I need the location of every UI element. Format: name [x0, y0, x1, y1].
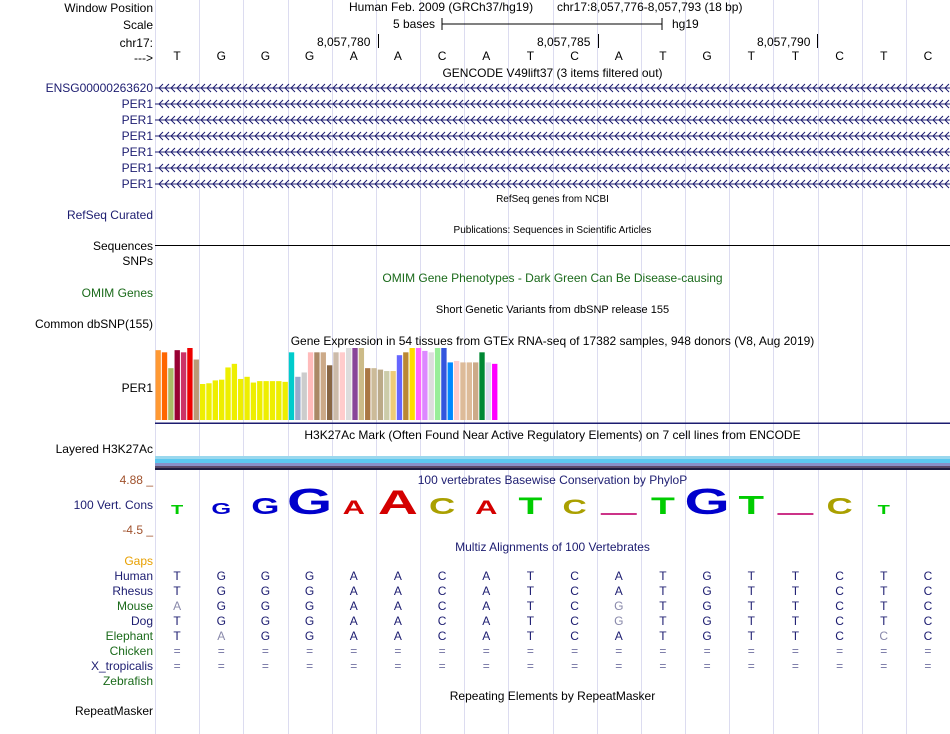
alignment-base: C — [923, 629, 933, 643]
alignment-base: A — [349, 599, 358, 613]
alignment-base: T — [791, 629, 800, 643]
alignment-base: C — [570, 614, 579, 628]
gtex-tissue-bar[interactable] — [473, 362, 478, 420]
gencode-gene-label[interactable]: PER1 — [121, 145, 153, 159]
gtex-tissue-bar[interactable] — [194, 360, 199, 420]
alignment-base: A — [614, 629, 623, 643]
alignment-base: = — [261, 659, 269, 673]
gencode-gene-label[interactable]: PER1 — [121, 129, 153, 143]
conservation-logo-base: T — [650, 492, 675, 518]
conservation-logo-base: C — [826, 494, 853, 518]
gtex-tissue-bar[interactable] — [219, 380, 224, 420]
alignment-base: G — [614, 614, 624, 628]
alignment-base: T — [659, 584, 667, 598]
alignment-base: G — [702, 569, 712, 583]
omim-label[interactable]: OMIM Genes — [81, 286, 153, 300]
gtex-tissue-bar[interactable] — [283, 382, 288, 420]
alignment-base: G — [702, 614, 712, 628]
alignment-base: G — [304, 569, 315, 583]
alignment-base: A — [349, 584, 358, 598]
alignment-base: A — [614, 569, 623, 583]
scale-db: hg19 — [672, 17, 699, 31]
alignment-base: = — [482, 644, 490, 658]
gencode-gene-label[interactable]: PER1 — [121, 177, 153, 191]
gene-model-arrow-line[interactable] — [155, 82, 950, 94]
alignment-base: = — [703, 659, 711, 673]
gtex-tissue-bar[interactable] — [289, 352, 294, 420]
gtex-tissue-bar[interactable] — [263, 381, 268, 420]
alignment-base: A — [482, 614, 491, 628]
alignment-base: = — [394, 644, 402, 658]
gtex-tissue-bar[interactable] — [467, 362, 472, 420]
alignment-base: G — [304, 599, 315, 613]
chrom-label: chr17: — [119, 36, 153, 50]
alignment-base: A — [482, 629, 491, 643]
gtex-tissue-bar[interactable] — [397, 355, 402, 420]
gtex-tissue-bar[interactable] — [422, 351, 427, 420]
publications-title: Publications: Sequences in Scientific Articles — [453, 225, 652, 236]
snps-label[interactable]: SNPs — [122, 254, 153, 268]
gtex-tissue-bar[interactable] — [206, 383, 211, 420]
alignment-base: = — [836, 644, 844, 658]
alignment-base: = — [747, 659, 755, 673]
alignment-base: G — [216, 584, 226, 598]
alignment-base: G — [260, 569, 271, 583]
cons-max-label: 4.88 _ — [119, 473, 153, 487]
gtex-title: Gene Expression in 54 tissues from GTEx RNA-seq of 17382 samples, 948 donors (V8, Aug 2019) — [290, 334, 815, 348]
alignment-base: T — [791, 584, 800, 598]
alignment-base: = — [482, 659, 490, 673]
alignment-base: T — [173, 614, 181, 628]
position-coords: chr17:8,057,776-8,057,793 (18 bp) — [557, 0, 743, 14]
alignment-base: = — [571, 659, 579, 673]
conservation-logo-base: C — [428, 494, 456, 518]
gencode-gene-label[interactable]: PER1 — [121, 113, 153, 127]
alignment-base: = — [924, 644, 932, 658]
alignment-base: A — [393, 599, 402, 613]
alignment-base: A — [393, 629, 402, 643]
alignment-base: = — [791, 644, 799, 658]
gtex-tissue-bar[interactable] — [479, 352, 484, 420]
alignment-base: G — [702, 599, 712, 613]
alignment-base: = — [526, 659, 534, 673]
tick-label-1: 8,057,780 — [317, 35, 371, 49]
gtex-tissue-bar[interactable] — [403, 352, 408, 420]
gencode-gene-label[interactable]: PER1 — [121, 161, 153, 175]
alignment-base: = — [438, 644, 446, 658]
alignment-base: = — [350, 644, 358, 658]
alignment-base: T — [880, 599, 888, 613]
gene-model-arrow-line[interactable] — [155, 178, 950, 190]
gtex-tissue-bar[interactable] — [454, 361, 459, 420]
alignment-base: = — [173, 659, 181, 673]
conservation-logo-base: G — [286, 486, 333, 518]
gene-model-arrow-line[interactable] — [155, 146, 950, 158]
alignment-base: = — [306, 659, 314, 673]
gtex-tissue-bar[interactable] — [340, 352, 345, 420]
gtex-bar-chart[interactable] — [155, 348, 950, 424]
alignment-base: = — [350, 659, 358, 673]
gene-model-arrow-line[interactable] — [155, 98, 950, 110]
gtex-tissue-bar[interactable] — [187, 348, 192, 420]
alignment-base: G — [216, 599, 226, 613]
alignment-base: = — [791, 659, 799, 673]
dbsnp-title: Short Genetic Variants from dbSNP release 155 — [435, 304, 670, 316]
gencode-gene-label[interactable]: PER1 — [121, 97, 153, 111]
sequence-base: T — [659, 49, 667, 63]
gtex-tissue-bar[interactable] — [200, 384, 205, 420]
alignment-base: C — [879, 629, 889, 643]
gtex-tissue-bar[interactable] — [295, 377, 300, 420]
alignment-base: G — [702, 629, 712, 643]
gtex-tissue-bar[interactable] — [270, 381, 275, 420]
alignment-base: A — [482, 569, 491, 583]
alignment-base: T — [526, 584, 535, 598]
alignment-base: T — [173, 584, 181, 598]
alignment-base: C — [437, 584, 447, 598]
conservation-logo-base: C — [562, 495, 587, 518]
alignment-base: = — [836, 659, 844, 673]
sequence-base: A — [393, 49, 402, 63]
alignment-base: = — [217, 644, 225, 658]
alignment-base: A — [393, 584, 402, 598]
tick-mark-2 — [598, 34, 599, 48]
gtex-tissue-bar[interactable] — [308, 352, 313, 420]
alignment-base: C — [835, 569, 844, 583]
alignment-base: C — [835, 599, 844, 613]
alignment-base: = — [880, 644, 888, 658]
alignment-base: T — [526, 569, 535, 583]
sequence-base: G — [260, 49, 271, 63]
alignment-base: A — [217, 629, 226, 643]
dbsnp-label[interactable]: Common dbSNP(155) — [34, 317, 153, 331]
alignment-base: C — [923, 614, 933, 628]
alignment-base: G — [216, 569, 226, 583]
alignment-base: C — [437, 599, 447, 613]
scale-label: Scale — [122, 18, 153, 32]
species-label[interactable]: Rhesus — [112, 584, 153, 598]
species-label[interactable]: Zebrafish — [102, 674, 153, 688]
alignment-base: T — [880, 584, 888, 598]
assembly-text: Human Feb. 2009 (GRCh37/hg19) — [349, 0, 534, 14]
alignment-base: = — [526, 644, 534, 658]
gtex-tissue-bar[interactable] — [156, 350, 161, 420]
gtex-tissue-bar[interactable] — [251, 383, 256, 420]
alignment-base: C — [570, 584, 579, 598]
sequence-base: T — [747, 49, 755, 63]
gaps-label[interactable]: Gaps — [124, 554, 153, 568]
conservation-logo-base: G — [251, 494, 280, 518]
conservation-logo-base: T — [738, 490, 765, 518]
gtex-tissue-bar[interactable] — [213, 380, 218, 420]
conservation-logo-base: G — [684, 486, 730, 518]
gtex-tissue-bar[interactable] — [492, 364, 497, 420]
alignment-base: = — [615, 644, 623, 658]
conservation-logo-base: T — [518, 492, 543, 518]
gencode-title: GENCODE V49lift37 (3 items filtered out) — [442, 66, 663, 80]
alignment-base: A — [393, 569, 402, 583]
alignment-base: G — [260, 629, 271, 643]
sequence-base: C — [437, 49, 447, 63]
gtex-tissue-bar[interactable] — [441, 348, 446, 420]
alignment-base: G — [260, 584, 271, 598]
gtex-tissue-bar[interactable] — [410, 348, 415, 420]
alignment-base: C — [437, 614, 447, 628]
alignment-base: T — [659, 569, 667, 583]
h3k27-signal-band-5 — [155, 468, 950, 470]
gtex-tissue-bar[interactable] — [314, 352, 319, 420]
alignment-base: = — [615, 659, 623, 673]
gtex-tissue-bar[interactable] — [384, 371, 389, 420]
alignment-base: = — [571, 644, 579, 658]
alignment-base: T — [747, 569, 755, 583]
gtex-tissue-bar[interactable] — [435, 348, 440, 420]
cons-min-label: -4.5 _ — [122, 523, 153, 537]
repeatmasker-title: Repeating Elements by RepeatMasker — [449, 689, 656, 703]
alignment-base: T — [659, 629, 667, 643]
alignment-base: = — [747, 644, 755, 658]
alignment-base: C — [835, 629, 844, 643]
sequence-base: A — [482, 49, 491, 63]
conservation-logo-base: A — [475, 497, 498, 518]
alignment-base: T — [791, 614, 800, 628]
scale-bar — [440, 16, 665, 32]
alignment-base: C — [437, 629, 447, 643]
alignment-base: = — [659, 644, 667, 658]
alignment-base: T — [880, 614, 888, 628]
gtex-tissue-bar[interactable] — [460, 362, 465, 420]
alignment-base: = — [306, 644, 314, 658]
alignment-base: T — [791, 569, 800, 583]
species-label[interactable]: Dog — [130, 614, 153, 628]
gtex-tissue-bar[interactable] — [390, 371, 395, 420]
repeatmasker-label[interactable]: RepeatMasker — [74, 704, 153, 718]
alignment-base: G — [304, 629, 315, 643]
gtex-tissue-bar[interactable] — [429, 352, 434, 420]
publications-label[interactable]: Sequences — [92, 239, 153, 253]
alignment-base: A — [349, 614, 358, 628]
cons-title: 100 vertebrates Basewise Conservation by PhyloP — [417, 473, 688, 487]
alignment-base: C — [570, 629, 579, 643]
alignment-base: C — [835, 614, 844, 628]
multiz-title: Multiz Alignments of 100 Vertebrates — [455, 540, 650, 554]
species-label[interactable]: Elephant — [105, 629, 153, 643]
sequence-base: G — [304, 49, 315, 63]
alignment-base: G — [304, 614, 315, 628]
gtex-tissue-bar[interactable] — [371, 368, 376, 420]
sequence-base: T — [173, 49, 181, 63]
alignment-base: T — [173, 569, 181, 583]
gene-model-arrow-line[interactable] — [155, 130, 950, 142]
gtex-tissue-bar[interactable] — [244, 377, 249, 420]
gtex-tissue-bar[interactable] — [276, 381, 281, 420]
conservation-logo-base: G — [211, 500, 232, 518]
species-label[interactable]: X_tropicalis — [90, 659, 153, 673]
gtex-tissue-bar[interactable] — [225, 367, 230, 420]
alignment-base: A — [173, 599, 182, 613]
conservation-logo-base: A — [377, 486, 418, 518]
gtex-tissue-bar[interactable] — [346, 348, 351, 420]
alignment-base: A — [349, 569, 358, 583]
alignment-base: T — [747, 599, 755, 613]
alignment-base: A — [393, 614, 402, 628]
alignment-base: = — [217, 659, 225, 673]
h3k27-label[interactable]: Layered H3K27Ac — [55, 442, 153, 456]
gtex-gene-label[interactable]: PER1 — [121, 381, 153, 395]
tick-mark-1 — [378, 34, 379, 48]
gtex-tissue-bar[interactable] — [333, 352, 338, 420]
sequence-base: T — [791, 49, 800, 63]
alignment-base: T — [880, 569, 888, 583]
alignment-base: = — [703, 644, 711, 658]
gtex-tissue-bar[interactable] — [486, 362, 491, 420]
gtex-tissue-bar[interactable] — [352, 348, 357, 420]
publications-track-line — [155, 245, 950, 246]
omim-title: OMIM Gene Phenotypes - Dark Green Can Be Disease-causing — [382, 271, 723, 285]
gtex-tissue-bar[interactable] — [378, 370, 383, 420]
tick-mark-3 — [817, 34, 818, 48]
alignment-base: C — [835, 584, 844, 598]
alignment-base: = — [173, 644, 181, 658]
alignment-base: = — [394, 659, 402, 673]
alignment-base: = — [438, 659, 446, 673]
alignment-base: T — [526, 599, 535, 613]
alignment-base: = — [261, 644, 269, 658]
gene-model-arrow-line[interactable] — [155, 162, 950, 174]
gene-model-arrow-line[interactable] — [155, 114, 950, 126]
gtex-tissue-bar[interactable] — [302, 372, 307, 420]
alignment-base: C — [437, 569, 447, 583]
conservation-logo-base: A — [342, 497, 365, 518]
alignment-base: T — [791, 599, 800, 613]
sequence-base: T — [880, 49, 888, 63]
alignment-base: C — [570, 569, 579, 583]
alignment-base: A — [482, 599, 491, 613]
alignment-base: A — [614, 584, 623, 598]
alignment-base: T — [747, 614, 755, 628]
alignment-base: G — [216, 614, 226, 628]
gencode-gene-label[interactable]: ENSG00000263620 — [45, 81, 153, 95]
sequence-base: C — [923, 49, 933, 63]
strand-arrow: ---> — [134, 51, 153, 65]
gtex-tissue-bar[interactable] — [175, 350, 180, 420]
gtex-tissue-bar[interactable] — [416, 348, 421, 420]
alignment-base: C — [923, 584, 933, 598]
alignment-base: C — [923, 569, 933, 583]
sequence-base: T — [526, 49, 535, 63]
alignment-base: T — [747, 584, 755, 598]
gtex-tissue-bar[interactable] — [232, 364, 237, 420]
scale-bar-text: 5 bases — [393, 17, 436, 31]
gtex-tissue-bar[interactable] — [359, 348, 364, 420]
species-label[interactable]: Human — [114, 569, 153, 583]
alignment-base: G — [260, 614, 271, 628]
alignment-base: A — [349, 629, 358, 643]
alignment-base: C — [923, 599, 933, 613]
conservation-logo-base: T — [877, 502, 890, 517]
tick-label-2: 8,057,785 — [537, 35, 591, 49]
alignment-base: T — [659, 614, 667, 628]
alignment-base: C — [570, 599, 579, 613]
alignment-base: G — [614, 599, 624, 613]
alignment-base: G — [260, 599, 271, 613]
gtex-tissue-bar[interactable] — [327, 365, 332, 420]
alignment-base: = — [880, 659, 888, 673]
gtex-tissue-bar[interactable] — [365, 368, 370, 420]
alignment-base: T — [173, 629, 181, 643]
tick-label-3: 8,057,790 — [757, 35, 811, 49]
gtex-tissue-bar[interactable] — [181, 352, 186, 420]
alignment-base: T — [747, 629, 755, 643]
refseq-title: RefSeq genes from NCBI — [496, 194, 609, 205]
window-position-label: Window Position — [64, 1, 153, 15]
h3k27-title: H3K27Ac Mark (Often Found Near Active Regulatory Elements) on 7 cell lines from ENCODE — [304, 428, 801, 442]
gtex-tissue-bar[interactable] — [168, 368, 173, 420]
species-label[interactable]: Mouse — [116, 599, 153, 613]
sequence-base: A — [349, 49, 358, 63]
species-label[interactable]: Chicken — [109, 644, 153, 658]
cons-label[interactable]: 100 Vert. Cons — [73, 498, 153, 512]
gtex-tissue-bar[interactable] — [321, 352, 326, 420]
alignment-base: T — [526, 614, 535, 628]
alignment-base: A — [482, 584, 491, 598]
gtex-tissue-bar[interactable] — [238, 379, 243, 420]
gtex-tissue-bar[interactable] — [162, 352, 167, 420]
refseq-label[interactable]: RefSeq Curated — [66, 208, 153, 222]
sequence-base: C — [835, 49, 844, 63]
alignment-base: T — [526, 629, 535, 643]
alignment-base: G — [702, 584, 712, 598]
alignment-base: = — [659, 659, 667, 673]
sequence-base: G — [702, 49, 712, 63]
sequence-base: A — [614, 49, 623, 63]
conservation-logo[interactable] — [155, 486, 950, 518]
conservation-logo-base: T — [170, 502, 184, 517]
alignment-base: G — [304, 584, 315, 598]
sequence-base: C — [570, 49, 579, 63]
sequence-base: G — [216, 49, 226, 63]
alignment-base: = — [924, 659, 932, 673]
alignment-base: T — [659, 599, 667, 613]
gtex-tissue-bar[interactable] — [257, 381, 262, 420]
gtex-tissue-bar[interactable] — [448, 362, 453, 420]
